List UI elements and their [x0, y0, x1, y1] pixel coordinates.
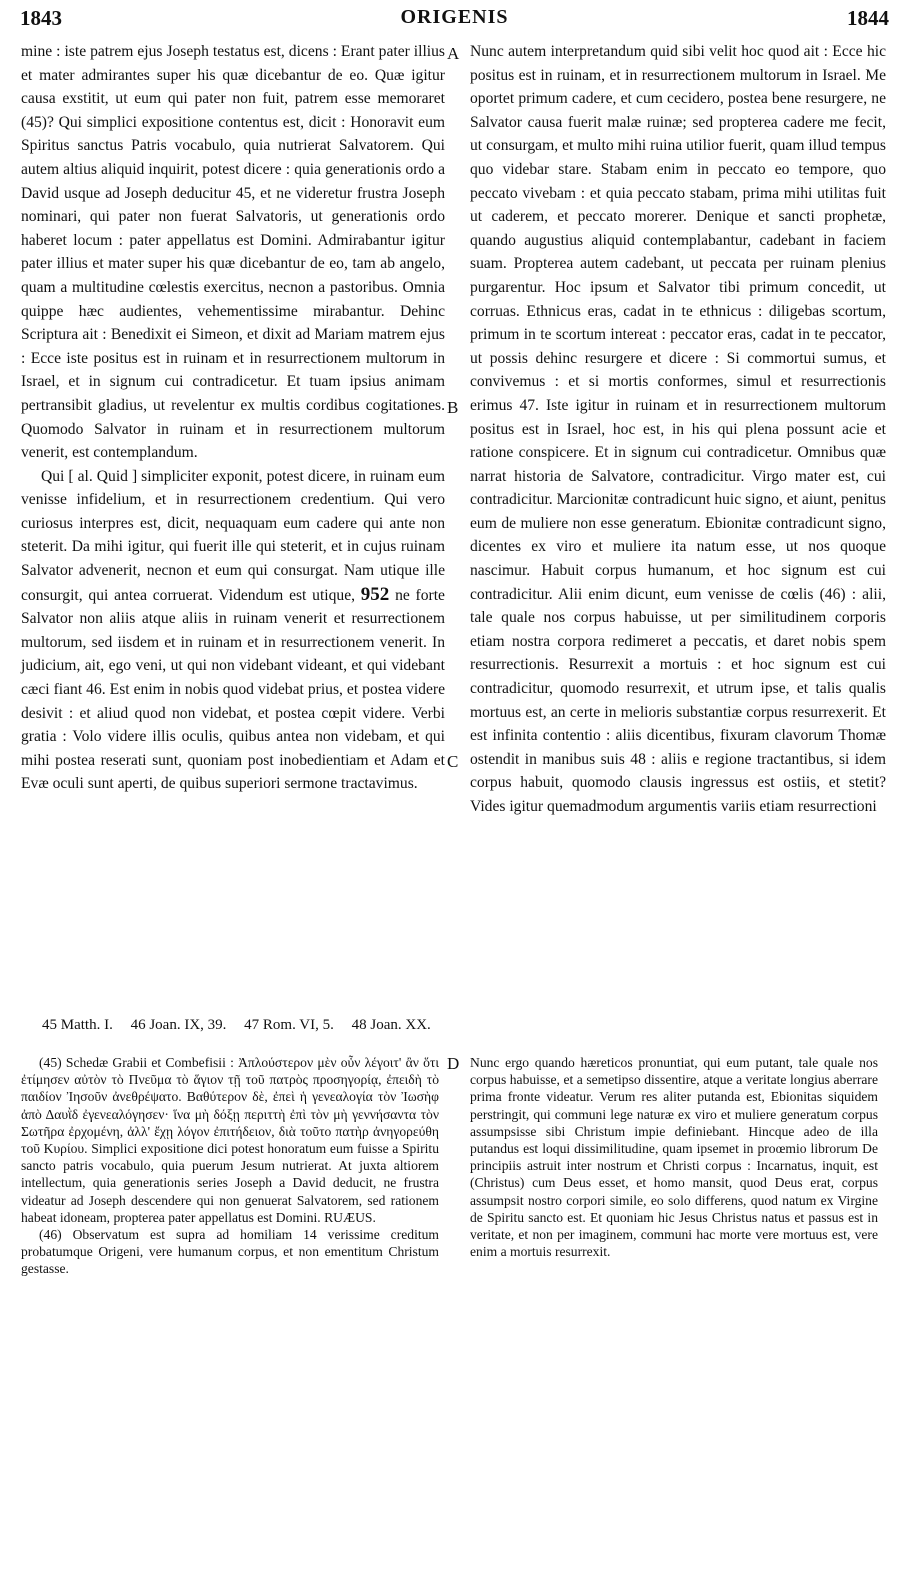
section-marker-c: C: [447, 752, 459, 771]
right-paragraph-1: Nunc autem interpretandum quid sibi velit hoc quod ait : Ecce hic positus est in ruinam, et in resurrectionem multorum in Israel. Me oportet primum cadere, et cum cecidero, postea bene resurgere, ne Salvator causa fuerit malæ ruinæ; sed propterea cadere me fecit, ut consurgam, et multo mihi ruina utilior fuerit, quam illud tempus quo videbar stare. Stabam enim in peccato eo tempore, quo peccato vivebam : et quia peccato stabam, prima mihi utilitas fuit ut caderem, et peccato morerer. Denique et sancti prophetæ, quando augustius aliquid contemplabantur, cadebant in faciem suam. Propterea autem cadebant, ut peccata per ruinam plenius purgarentur. Hoc ipsum et Salvator tibi primum concedit, ut corruas. Ethnicus eras, cadat in te ethnicus : diligebas scortum, primum in te scortum intereat : peccator eras, cadat in te peccator, ut possis dehinc resurgere et dicere : Si commortui sumus, et convivemus : et si mortis conformes, simul et resurrectionis erimus 47. Iste igitur in ruinam et in resurrectionem multorum positus est in Israel, hoc est, in his qui plena possunt acie et ratione conspicere. Et in signum cui contradicetur. Omnibus quæ narrat historia de Salvatore, contradicitur. Virgo mater est, cui contradicitur. Marcionitæ contradicunt huic signo, et aiunt, penitus eum de muliere non esse generatum. Ebionitæ contradicunt signo, dicentes ex viro et muliere ita natum esse, ut nos quoque nascimur. Habuit corpus humanum, et hoc signum est cui contradicitur. Alii enim dicunt, eum venisse de cœlis (46) : alii, tale quale nos corpus habuisse, ut per similitudinem corporis etiam nostra corpora redimeret a peccatis, et daret nobis spem resurrectionis. Resurrexit a mortuis : et hoc signum est cui contradicitur, quomodo resurrexit, et utrum ipse, et talis qualis mortuus est, an certe in melioris substantiæ corpus resurrexerit. Et est infinita contentio : aliis dicentibus, fixuram clavorum Thomæ ostendit in manibus suis 48 : aliis e regione tractantibus, si idem corpus habuit, quomodo clausis ingressus est ostiis, et stetit? Vides igitur quemadmodum argumentis variis etiam resurrectioni: [470, 43, 886, 815]
left-column: [21, 40, 445, 796]
section-marker-b: B: [447, 398, 459, 417]
column-number: 952: [360, 583, 390, 605]
right-column: [470, 40, 886, 819]
footnote-45: 45 Matth. I.: [42, 1017, 113, 1033]
notes-right: [470, 1054, 878, 1260]
notes-left: [21, 1054, 439, 1278]
page-header: [20, 4, 889, 34]
note-continuation: Nunc ergo quando hæreticos pronuntiat, qui eum putant, tale quale nos corpus habuisse, et a semetipso dissentire, atque a veritate longius aberrare prima fronte videatur. Verum res aliter putanda est, Ebionitas siquidem perstringit, qui communi lege naturæ ex viro et muliere generatum corpus assumpsisse sibi Christum impie definiebant. Hincque adeo de illa putandus est loqui dissimilitudine, quam ipsemet in proœmio librorum De principiis astruit inter nostrum et Christi corpus : Incarnatus, inquit, est (Christus) cum Deus esset, et homo mansit, quod Deus erat, corpus assumpsit nostro corpori simile, eo solo differens, quod natum ex Virgine de Spiritu sancto est. Et quoniam hic Jesus Christus natus et passus est in veritate, et non per imaginem, communi hac morte vere mortuus est, vere enim a mortuis resurrexit.: [470, 1055, 878, 1260]
footnotes: [42, 1015, 862, 1035]
section-marker-a: A: [447, 44, 460, 63]
left-paragraph-2a: Qui [ al. Quid ] simpliciter exponit, potest dicere, in ruinam eum venisse infidelium, et in resurrectionem credentium. Qui vero curiosus interpres est, dicit, nequaquam eum cadere qui ante non steterit. Da mihi igitur, qui fuerit ille qui steterit, et in cujus ruinam Salvator advenerit, necnon et eum qui consurgat. Nam utique ille consurgit, qui antea corruerat. Videndum est utique,: [21, 467, 445, 604]
left-paragraph-2b: ne forte Salvator non aliis atque aliis in ruinam venerit et resurrectionem multorum, sed iisdem et in ruinam et in resurrectionem venerit. In judicium, ait, ego veni, ut qui non videbant videant, et qui videbant cæci fiant 46. Est enim in nobis quod videbat prius, et postea videre desivit : et aliud quod non videbat, et postea cœpit videre. Verbi gratia : Volo videre illis oculis, quibus antea non videbam, et qui mihi postea reserati sunt, quoniam post inobedientiam et Adam et Evæ oculi sunt aperti, de quibus superiori sermone tractavimus.: [21, 586, 445, 793]
running-title: ORIGENIS: [400, 6, 509, 28]
page-number-left: 1843: [20, 6, 62, 30]
section-marker-d: D: [447, 1054, 460, 1073]
footnote-48: 48 Joan. XX.: [351, 1017, 431, 1033]
footnote-47: 47 Rom. VI, 5.: [244, 1017, 334, 1033]
left-paragraph-2: [21, 465, 445, 796]
left-paragraph-1: mine : iste patrem ejus Joseph testatus est, dicens : Erant pater illius et mater admirantes super his quæ dicebantur de eo. Quæ igitur causa exstitit, ut eum qui pater non fuit, patrem esse memoraret (45)? Qui simplici expositione contentus est, dicit : Honoravit eum Spiritus sanctus Patris vocabulo, quia nutrierat Salvatorem. Qui autem altius aliquid inquirit, potest dicere : quia generationis ordo a David usque ad Joseph deducitur 45, et ne videretur frustra Joseph nominari, qui pater non fuerat Salvatoris, ut generationis ordo haberet locum : pater appellatus est Domini. Admirabantur igitur pater illius et mater super his quæ dicebantur de eo, tam ab angelo, quam a multitudine cœlestis exercitus, necnon a pastoribus. Omnia quippe hæc audientes, vehementissime mirabantur. Dehinc Scriptura ait : Benedixit ei Simeon, et dixit ad Mariam matrem ejus : Ecce iste positus est in ruinam et in resurrectionem multorum in Israel, et in signum cui contradicetur. Et tuam ipsius animam pertransibit gladius, ut revelentur ex multis cordibus cogitationes. Quomodo Salvator in ruinam et in resurrectionem multorum venerit, est contemplandum.: [21, 43, 445, 462]
page-number-right: 1844: [847, 6, 889, 30]
note-45: (45) Schedæ Grabii et Combefisii : Ἀπλούστερον μὲν οὖν λέγοιτ' ἂν ὅτι ἐτίμησεν αὐτὸν τὸ Πνεῦμα τὸ ἅγιον τῇ τοῦ πατρὸς προσηγορίᾳ, ἐπειδὴ τὸ παιδίον Ἰησοῦν ἀνεθρέψατο. Βαθύτερον δὲ, ἐπεὶ ἡ γενεαλογία τὸν Ἰωσὴφ ἀπὸ Δαυῒδ ἐγενεαλόγησεν· ἵνα μὴ δόξῃ περιττὴ ἐπὶ τὸν μὴ γεννήσαντα τὸν Σωτῆρα ἐρχομένη, ἀλλ' ἔχῃ λόγον ἐπιτήδειον, διὰ τοῦτο πατὴρ ἀνηγορεύθη τοῦ Κυρίου. Simplici expositione dici potest honoratum eum fuisse a Spiritu sancto patris vocabulo, quia puerum Jesum nutrierat. At juxta altiorem intellectum, quia generationis series Joseph a David deducit, ne frustra videatur ad Joseph descendere qui non genuerat Salvatorem, sed rationem habeat idoneam, propterea pater appellatus est Domini. RUÆUS.: [21, 1055, 439, 1225]
note-46: (46) Observatum est supra ad homiliam 14 verissime creditum probatumque Origeni, vere humanum corpus, et non ementitum Christum gestasse.: [21, 1227, 439, 1277]
footnote-46: 46 Joan. IX, 39.: [130, 1017, 227, 1033]
